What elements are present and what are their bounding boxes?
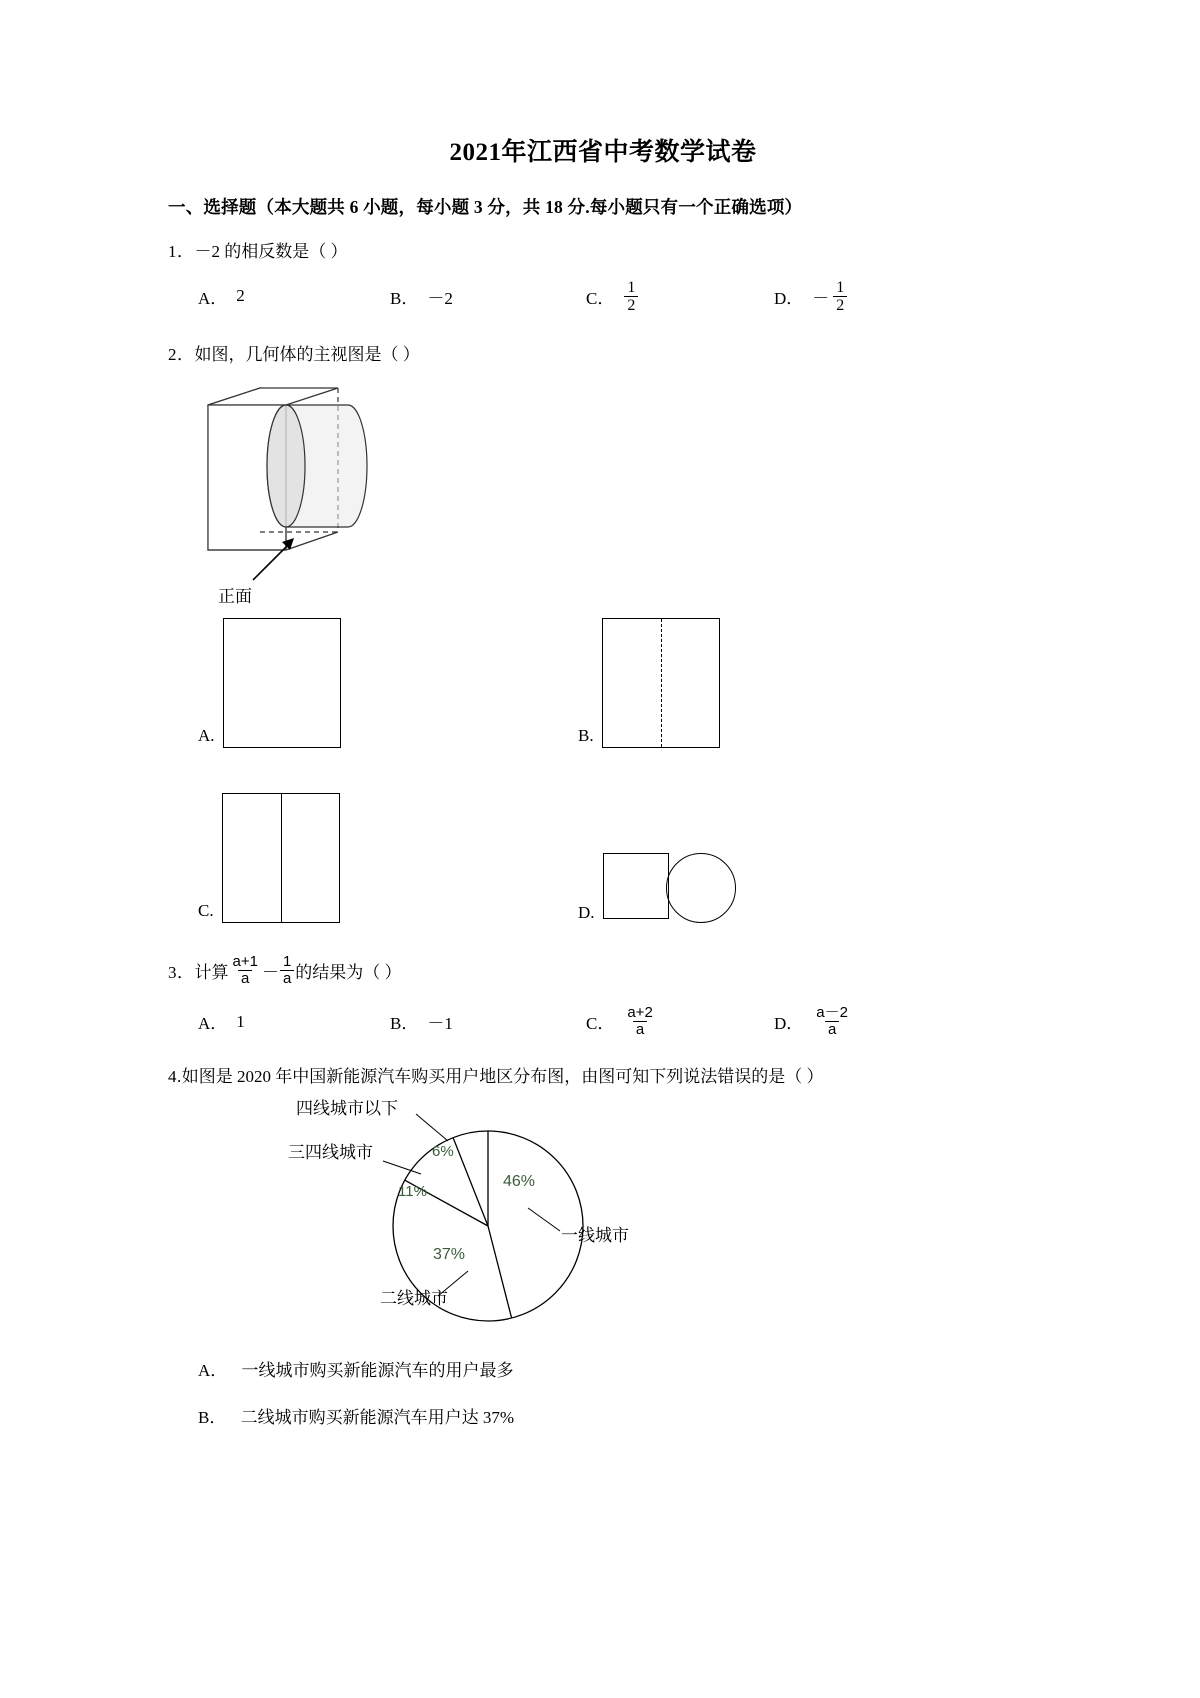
option-1-a-text: 2 <box>236 286 245 306</box>
question-3-suffix: 的结果为（ ） <box>295 962 402 982</box>
question-3-stem <box>168 954 1038 987</box>
svg-text:6%: 6% <box>432 1142 454 1160</box>
question-4-options <box>168 1356 1038 1428</box>
option-3-b[interactable] <box>390 1005 586 1038</box>
question-3-fraction-1 <box>230 954 261 987</box>
option-3-d-denominator: a <box>825 1021 839 1038</box>
svg-text:四线城市以下: 四线城市以下 <box>296 1098 398 1118</box>
option-2-c[interactable] <box>198 793 340 923</box>
option-3-d-label: D． <box>774 1014 804 1034</box>
question-4-text: 如图是 2020 年中国新能源汽车购买用户地区分布图，由图可知下列说法错误的是（ ） <box>181 1067 824 1087</box>
svg-text:11%: 11% <box>398 1182 427 1200</box>
option-3-d-fraction <box>813 1005 851 1038</box>
option-3-c-fraction <box>624 1005 655 1038</box>
question-3-numerator-2: 1 <box>282 952 292 970</box>
option-4-a[interactable] <box>168 1356 1038 1381</box>
page-content <box>168 132 1038 1450</box>
question-1-text: －2 的相反数是（ ） <box>194 242 348 261</box>
option-1-d-label: D． <box>774 288 804 308</box>
option-1-a-label: A． <box>198 288 228 308</box>
question-2-number: 2． <box>168 345 195 365</box>
option-2-a-label: A. <box>198 725 215 745</box>
option-2-c-label: C. <box>198 900 214 920</box>
option-1-c-label: C． <box>586 288 615 308</box>
prism-cylinder-solid-icon <box>198 380 458 610</box>
option-1-c-denominator: 2 <box>624 296 638 314</box>
question-1-number: 1． <box>168 242 195 261</box>
rectangle-solid-middle-icon <box>222 793 340 923</box>
question-3-prefix: 计算 <box>194 962 229 982</box>
option-2-b[interactable] <box>578 618 720 748</box>
rectangle-dashed-middle-icon <box>602 618 720 748</box>
figure-front-label: 正面 <box>218 586 252 606</box>
question-1-options <box>168 279 1038 315</box>
option-4-b-label: B． <box>198 1407 227 1427</box>
option-4-a-text: 一线城市购买新能源汽车的用户最多 <box>241 1360 514 1380</box>
option-1-d-value <box>812 279 848 315</box>
question-3-denominator-1: a <box>238 970 252 987</box>
option-1-d-fraction <box>833 279 847 315</box>
svg-text:三四线城市: 三四线城市 <box>288 1142 373 1162</box>
question-4-stem <box>168 1064 1038 1090</box>
option-3-d-numerator: a－2 <box>816 1003 848 1021</box>
option-1-a[interactable] <box>198 279 390 315</box>
question-2-figure <box>168 380 1038 610</box>
option-1-d-denominator: 2 <box>833 296 847 314</box>
question-2-options <box>168 618 1038 948</box>
option-1-d-minus: － <box>812 288 830 308</box>
option-4-b-text: 二线城市购买新能源汽车用户达 37% <box>240 1407 515 1427</box>
square-part-icon <box>603 853 669 919</box>
option-3-c[interactable] <box>586 1005 774 1038</box>
question-4-pie-chart <box>168 1096 1038 1346</box>
option-3-a-label: A． <box>198 1014 228 1034</box>
option-1-c-numerator: 1 <box>627 278 636 296</box>
option-2-b-label: B. <box>578 725 594 745</box>
option-3-c-denominator: a <box>633 1021 647 1038</box>
option-1-b[interactable] <box>390 279 586 315</box>
question-2-text: 如图，几何体的主视图是（ ） <box>194 345 420 365</box>
section-heading: 一、选择题（本大题共 6 小题，每小题 3 分，共 18 分.每小题只有一个正确选项） <box>168 197 803 217</box>
option-3-c-label: C． <box>586 1014 615 1034</box>
question-3-numerator-1: a+1 <box>232 952 258 970</box>
option-3-b-label: B． <box>390 1014 419 1034</box>
svg-text:一线城市: 一线城市 <box>561 1225 629 1245</box>
option-2-d-label: D. <box>578 902 595 922</box>
option-1-c[interactable] <box>586 279 774 315</box>
question-4-number: 4. <box>168 1067 182 1087</box>
option-4-b[interactable] <box>168 1403 1038 1428</box>
pie-chart-icon <box>288 1096 708 1346</box>
question-2-stem <box>168 342 1038 368</box>
option-1-d-numerator: 1 <box>836 278 845 296</box>
option-2-a[interactable] <box>198 618 341 748</box>
option-3-c-numerator: a+2 <box>627 1003 653 1021</box>
option-3-a[interactable] <box>198 1005 390 1038</box>
question-3-fraction-2 <box>280 954 294 987</box>
question-3-number: 3． <box>168 962 195 982</box>
option-3-a-text: 1 <box>236 1011 245 1031</box>
option-1-b-text: －2 <box>427 288 453 308</box>
option-4-a-label: A． <box>198 1360 228 1380</box>
plain-rectangle-icon <box>223 618 341 748</box>
option-3-d[interactable] <box>774 1005 934 1038</box>
question-3-denominator-2: a <box>280 970 294 987</box>
question-3-minus: － <box>261 962 279 982</box>
option-1-d[interactable] <box>774 279 934 315</box>
option-2-d[interactable] <box>578 853 741 925</box>
page-title: 2021年江西省中考数学试卷 <box>449 139 757 166</box>
svg-text:二线城市: 二线城市 <box>380 1288 448 1308</box>
question-3-options <box>168 1005 1038 1038</box>
option-1-b-label: B． <box>390 288 419 308</box>
option-3-b-text: －1 <box>427 1014 453 1034</box>
svg-text:46%: 46% <box>503 1172 536 1190</box>
option-1-c-fraction <box>624 279 638 315</box>
circle-part-icon <box>666 853 736 923</box>
question-1-stem <box>168 239 1038 265</box>
square-and-circle-icon <box>603 853 741 925</box>
svg-text:37%: 37% <box>433 1245 466 1263</box>
